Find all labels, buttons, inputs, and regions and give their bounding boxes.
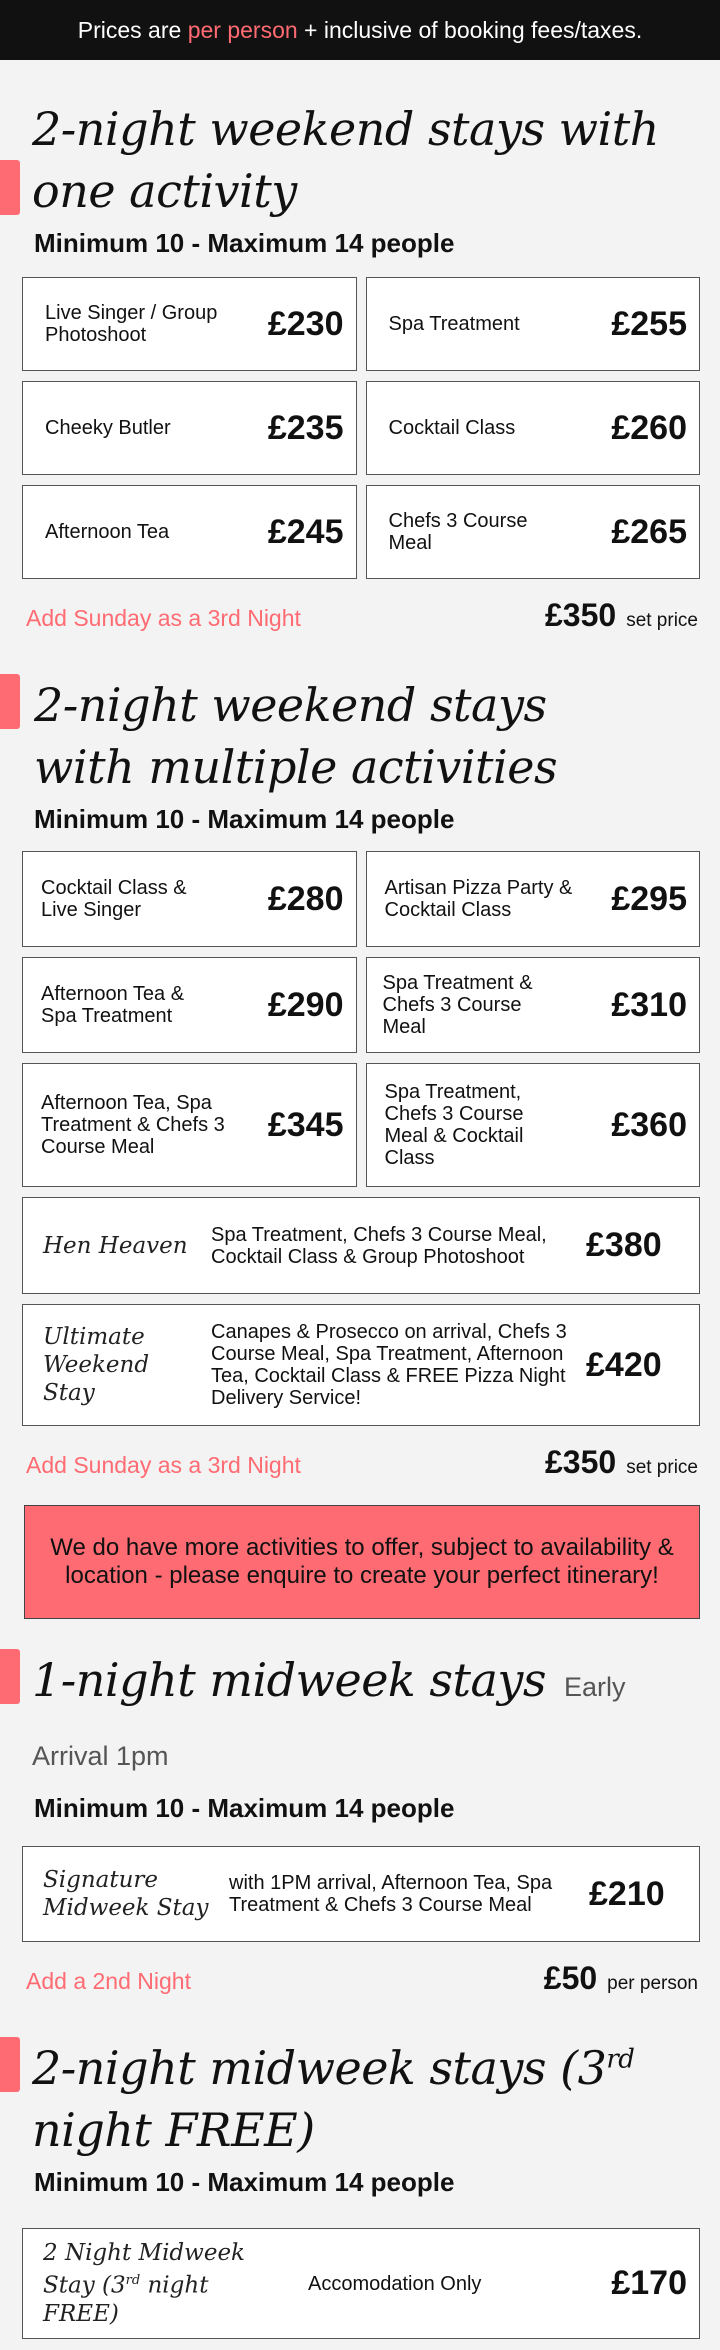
extra-night-link[interactable]: Add Sunday as a 3rd Night: [26, 605, 301, 631]
early-arrival-note: Early Arrival 1pm: [32, 1672, 626, 1771]
extra-night-link[interactable]: Add Sunday as a 3rd Night: [26, 1452, 301, 1478]
title-part: night FREE): [32, 2103, 315, 2157]
package-description: Canapes & Prosecco on arrival, Chefs 3 Course Meal, Spa Treatment, Afternoon Tea, Cocktail Class & FREE Pizza Night Delivery Service!: [211, 1321, 567, 1409]
package-card[interactable]: [22, 1304, 700, 1426]
activity-price: £360: [611, 1105, 687, 1144]
activity-label: Cocktail Class: [388, 417, 516, 439]
activity-card[interactable]: [366, 277, 701, 371]
package-name-part: night FREE): [43, 2272, 209, 2327]
activity-card[interactable]: [22, 957, 357, 1053]
activity-card[interactable]: [366, 381, 701, 475]
activity-price: £295: [611, 879, 687, 918]
section-accent-bar: [0, 1649, 20, 1704]
group-size: Minimum 10 - Maximum 14 people: [34, 2167, 455, 2197]
extra-night-price: £50: [543, 1960, 598, 1996]
activity-price: £245: [267, 512, 344, 551]
package-name: Hen Heaven: [43, 1232, 188, 1259]
package-description: Spa Treatment, Chefs 3 Course Meal, Cocktail Class & Group Photoshoot: [211, 1223, 547, 1268]
section-title: 2-night weekend stays with multiple activities: [34, 678, 558, 794]
extra-night-unit: per person: [607, 1973, 698, 1994]
activity-label: Spa Treatment & Chefs 3 Course Meal: [382, 972, 533, 1038]
group-size: Minimum 10 - Maximum 14 people: [34, 1793, 455, 1823]
activity-label: Cocktail Class & Live Singer: [41, 877, 187, 921]
section-title: 1-night midweek stays: [32, 1653, 547, 1707]
activity-label: Artisan Pizza Party & Cocktail Class: [384, 877, 573, 921]
activity-card[interactable]: [366, 1063, 701, 1187]
activity-label: Afternoon Tea & Spa Treatment: [41, 983, 185, 1027]
activity-grid: [22, 851, 700, 1187]
package-description: Accomodation Only: [308, 2272, 482, 2295]
activity-card[interactable]: [366, 851, 701, 947]
package-name: Ultimate Weekend Stay: [43, 1324, 150, 1406]
activity-price: £265: [611, 512, 687, 551]
section-midweek-one-night: [0, 1649, 720, 1997]
package-description: with 1PM arrival, Afternoon Tea, Spa Treatment & Chefs 3 Course Meal: [229, 1872, 553, 1916]
activity-card[interactable]: [22, 851, 357, 947]
activity-label: Chefs 3 Course Meal: [388, 510, 528, 554]
activity-price: £280: [267, 879, 344, 918]
section-midweek-two-night: [0, 2037, 720, 2339]
more-activities-notice: We do have more activities to offer, subject to availability & location - please enquire to create your perfect itinerary!: [24, 1505, 700, 1619]
extra-night-price: £350: [545, 1444, 617, 1480]
extra-night-row: [26, 597, 698, 634]
banner-prefix: Prices are: [77, 17, 188, 43]
activity-price: £345: [267, 1105, 344, 1144]
title-superscript: rd: [606, 2044, 635, 2075]
pricing-banner: [0, 0, 720, 60]
extra-night-link[interactable]: Add a 2nd Night: [26, 1968, 191, 1994]
section-accent-bar: [0, 160, 20, 215]
activity-price: £235: [267, 408, 344, 447]
banner-highlight: per person: [187, 17, 298, 43]
package-price: £380: [586, 1226, 662, 1264]
section-title: 2-night weekend stays with one activity: [32, 102, 659, 218]
package-card[interactable]: [22, 1197, 700, 1294]
activity-label: Cheeky Butler: [45, 417, 171, 439]
activity-card[interactable]: [366, 485, 701, 579]
activity-label: Spa Treatment: [388, 313, 520, 335]
package-card[interactable]: [22, 1846, 700, 1942]
package-card[interactable]: [22, 2228, 700, 2339]
activity-card[interactable]: [366, 957, 701, 1053]
section-title: [32, 2037, 672, 2161]
activity-price: £290: [267, 985, 344, 1024]
activity-label: Afternoon Tea, Spa Treatment & Chefs 3 Course Meal: [41, 1092, 225, 1158]
package-name-superscript: rd: [125, 2273, 141, 2289]
section-title-row: [32, 1649, 698, 1787]
package-name: [43, 2239, 308, 2328]
package-price: £420: [586, 1345, 662, 1384]
section-accent-bar: [0, 674, 20, 729]
extra-night-row: [26, 1960, 698, 1997]
activity-card[interactable]: [22, 485, 357, 579]
extra-night-row: [26, 1444, 698, 1481]
package-price: £210: [589, 1874, 665, 1913]
package-name: Signature Midweek Stay: [43, 1867, 209, 1921]
activity-label: Spa Treatment, Chefs 3 Course Meal & Cocktail Class: [384, 1081, 524, 1169]
activity-grid: [22, 277, 700, 579]
activity-price: £230: [267, 304, 344, 343]
activity-card[interactable]: [22, 277, 357, 371]
package-price: £170: [611, 2264, 687, 2302]
extra-night-unit: set price: [626, 1457, 698, 1478]
extra-night-unit: set price: [626, 610, 698, 631]
title-part: 2-night midweek stays (3: [32, 2041, 607, 2095]
group-size: Minimum 10 - Maximum 14 people: [34, 804, 455, 834]
activity-card[interactable]: [22, 1063, 357, 1187]
activity-price: £255: [611, 304, 687, 343]
section-weekend-multiple-activities: [0, 674, 720, 1619]
activity-label: Afternoon Tea: [45, 521, 170, 543]
section-weekend-one-activity: [0, 98, 720, 634]
group-size: Minimum 10 - Maximum 14 people: [34, 228, 455, 258]
banner-suffix: + inclusive of booking fees/taxes.: [297, 17, 643, 43]
extra-night-price: £350: [545, 597, 617, 633]
activity-price: £260: [611, 408, 687, 447]
package-name-part: 2 Night Midweek Stay (3: [43, 2240, 245, 2299]
activity-card[interactable]: [22, 381, 357, 475]
activity-label: Live Singer / Group Photoshoot: [45, 302, 218, 346]
activity-price: £310: [611, 985, 687, 1024]
section-accent-bar: [0, 2037, 20, 2092]
